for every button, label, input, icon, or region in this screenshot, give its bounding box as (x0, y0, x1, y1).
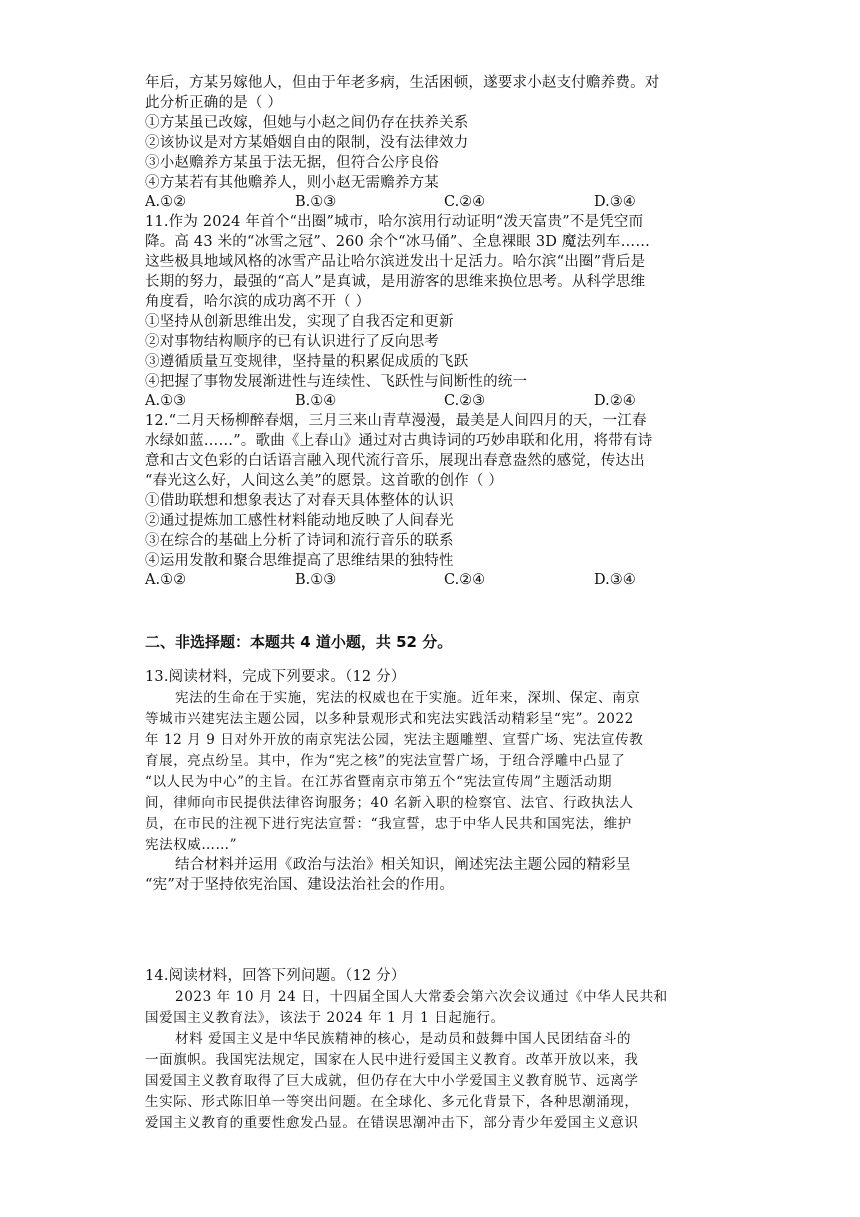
question-10-statement-2: ②该协议是对方某婚姻自由的限制，没有法律效力 (145, 135, 469, 151)
question-13-task: “宪”对于坚持依宪治国、建设法治社会的作用。 (145, 877, 455, 893)
question-14-intro-line: 2023 年 10 月 24 日，十四届全国人大常委会第六次会议通过《中华人民共和 (175, 989, 668, 1005)
question-10-option-b: B.①③ (295, 194, 337, 210)
question-11-statement-2: ②对事物结构顺序的已有认识进行了反向思考 (145, 334, 439, 350)
question-11-text-line: 11.作为 2024 年首个“出圈”城市，哈尔滨用行动证明“泼天富贵”不是凭空而 (145, 214, 644, 230)
question-13-material-line: 宪法的生命在于实施，宪法的权威也在于实施。近年来，深圳、保定、南京 (175, 690, 641, 706)
question-12-option-d: D.③④ (594, 572, 636, 588)
question-10-option-c: C.②④ (444, 194, 486, 210)
question-13-material-line: 年 12 月 9 日对外开放的南京宪法公园，宪法主题雕塑、宣誓广场、宪法宣传教 (145, 732, 644, 748)
question-12-option-b: B.①③ (295, 572, 337, 588)
question-12-option-c: C.②④ (444, 572, 486, 588)
question-13-material-line: 宪法权威……” (145, 837, 238, 853)
question-11-option-d: D.②④ (594, 393, 636, 409)
question-12-text-line: “春光这么好，人间这么美”的愿景。这首歌的创作（ ） (145, 473, 504, 489)
question-12-option-a: A.①② (145, 572, 187, 588)
question-11-text-line: 这些极具地域风格的冰雪产品让哈尔滨迸发出十足活力。哈尔滨“出圈”背后是 (145, 254, 646, 270)
question-12-text-line: 水绿如蓝……”。歌曲《上春山》通过对古典诗词的巧妙串联和化用，将带有诗 (145, 433, 653, 449)
question-11-statement-1: ①坚持从创新思维出发，实现了自我否定和更新 (145, 314, 454, 330)
question-10-text-line: 年后，方某另嫁他人，但由于年老多病，生活困顿，遂要求小赵支付赡养费。对 (145, 75, 660, 91)
question-14-material-line: 一面旗帜。我国宪法规定，国家在人民中进行爱国主义教育。改革开放以来，我 (145, 1052, 639, 1068)
question-12-statement-3: ③在综合的基础上分析了诗词和流行音乐的联系 (145, 533, 454, 549)
question-13-material-line: 间，律师向市民提供法律咨询服务；40 名新入职的检察官、法官、行政执法人 (145, 795, 634, 811)
question-14-intro-line: 国爱国主义教育法》，该法于 2024 年 1 月 1 日起施行。 (145, 1010, 505, 1026)
question-14-material-line: 爱国主义教育的重要性愈发凸显。在错误思潮冲击下，部分青少年爱国主义意识 (145, 1115, 639, 1131)
question-12-statement-4: ④运用发散和聚合思维提高了思维结果的独特性 (145, 553, 454, 569)
question-11-option-b: B.①④ (295, 393, 337, 409)
question-12-text-line: 意和古文色彩的白话语言融入现代流行音乐，展现出春意盎然的感觉，传达出 (145, 453, 645, 469)
question-10-statement-1: ①方某虽已改嫁，但她与小赵之间仍存在扶养关系 (145, 115, 469, 131)
question-13-material-line: 育展，亮点纷呈。其中，作为“宪之核”的宪法宣誓广场，于纽合浮雕中凸显了 (145, 753, 626, 769)
question-10-statement-4: ④方某若有其他赡养人，则小赵无需赡养方某 (145, 175, 439, 191)
question-12-statement-1: ①借助联想和想象表达了对春天具体整体的认识 (145, 493, 454, 509)
question-11-option-c: C.②③ (444, 393, 486, 409)
question-13-task: 结合材料并运用《政治与法治》相关知识，阐述宪法主题公园的精彩呈 (175, 857, 631, 873)
question-10-text-line: 此分析正确的是（ ） (145, 95, 283, 111)
section-2-heading: 二、非选择题：本题共 4 道小题，共 52 分。 (145, 633, 453, 651)
question-10-statement-3: ③小赵赡养方某虽于法无据，但符合公序良俗 (145, 155, 439, 171)
question-11-option-a: A.①③ (145, 393, 187, 409)
question-14-material-line: 材料 爱国主义是中华民族精神的核心，是动员和鼓舞中国人民团结奋斗的 (175, 1031, 632, 1047)
question-11-text-line: 角度看，哈尔滨的成功离不开（ ） (145, 294, 371, 310)
question-11-text-line: 长期的努力，最强的“高人”是真诚，是用游客的思维来换位思考。从科学思维 (145, 274, 646, 290)
question-13-material-line: “以人民为中心”的主旨。在江苏省暨南京市第五个“宪法宣传周”主题活动期 (145, 774, 613, 790)
question-11-statement-4: ④把握了事物发展渐进性与连续性、飞跃性与间断性的统一 (145, 374, 528, 390)
question-13-title: 13.阅读材料，完成下列要求。（12 分） (145, 669, 406, 685)
question-12-statement-2: ②通过提炼加工感性材料能动地反映了人间春光 (145, 513, 454, 529)
question-14-material-line: 生实际、形式陈旧单一等突出问题。在全球化、多元化背景下，各种思潮涌现， (145, 1094, 639, 1110)
question-10-option-d: D.③④ (594, 194, 636, 210)
question-12-text-line: 12.“二月天杨柳醉春烟，三月三来山青草漫漫，最美是人间四月的天，一江春 (145, 413, 647, 429)
question-14-title: 14.阅读材料，回答下列问题。（12 分） (145, 968, 406, 984)
question-10-option-a: A.①② (145, 194, 187, 210)
question-11-text-line: 降。高 43 米的“冰雪之冠”、260 余个“冰马俑”、全息裸眼 3D 魔法列车…… (145, 234, 651, 250)
question-13-material-line: 员，在市民的注视下进行宪法宣誓：“我宣誓，忠于中华人民共和国宪法，维护 (145, 816, 632, 832)
question-14-material-line: 国爱国主义教育取得了巨大成就，但仍存在大中小学爱国主义教育脱节、远离学 (145, 1073, 639, 1089)
question-11-statement-3: ③遵循质量互变规律，坚持量的积累促成质的飞跃 (145, 354, 469, 370)
question-13-material-line: 等城市兴建宪法主题公园，以多种景观形式和宪法实践活动精彩呈“宪”。2022 (145, 711, 634, 727)
